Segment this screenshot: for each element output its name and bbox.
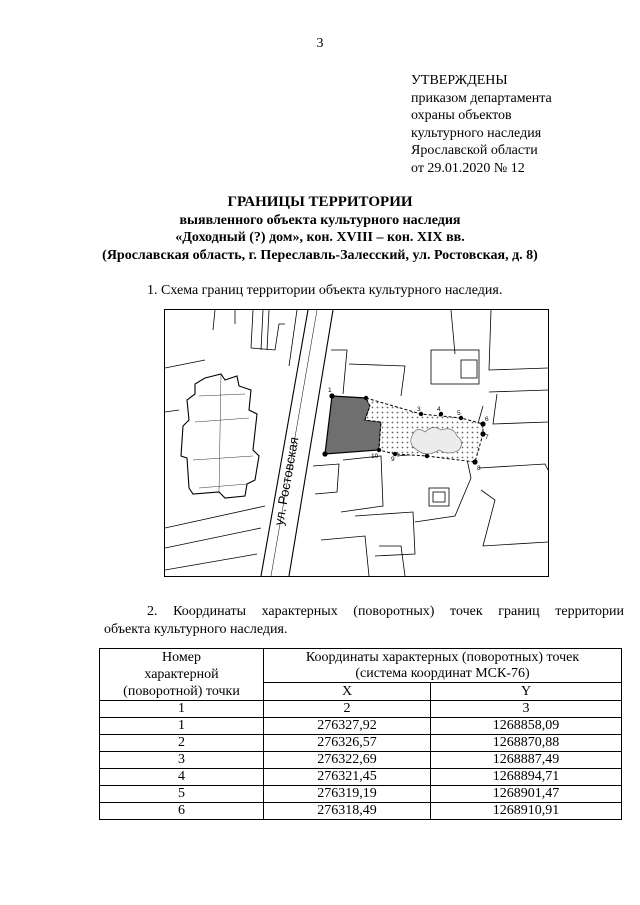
approval-line: культурного наследия <box>411 125 542 141</box>
header-text: (поворотной) точки <box>123 684 240 699</box>
table-index-row <box>100 701 622 718</box>
table-row <box>100 786 622 803</box>
table-cell: 3 <box>100 752 264 769</box>
page-number: 3 <box>316 36 324 51</box>
table-cell: 276322,69 <box>264 752 431 769</box>
table-cell: 1 <box>100 718 264 735</box>
header-coordinates <box>264 649 622 683</box>
table-cell: 276318,49 <box>264 803 431 820</box>
table-cell: 3 <box>431 701 622 718</box>
title-line: (Ярославская область, г. Переславль-Залесский, ул. Ростовская, д. 8) <box>102 247 538 263</box>
header-point-number <box>100 649 264 701</box>
map-point-label: 1 <box>328 387 332 394</box>
map-point-label: 4 <box>437 406 441 413</box>
approval-line: Ярославской области <box>411 143 538 159</box>
street-label: ул. Ростовская <box>271 435 302 527</box>
header-y: Y <box>431 683 622 701</box>
section-1-heading: 1. Схема границ территории объекта культурного наследия. <box>147 283 503 298</box>
document-title <box>0 194 640 264</box>
header-text: характерной <box>144 667 219 682</box>
approval-block <box>411 72 552 178</box>
coordinates-table <box>99 648 622 820</box>
approval-line: УТВЕРЖДЕНЫ <box>411 73 508 88</box>
header-text: Координаты характерных (поворотных) точек <box>305 649 580 665</box>
map-point-label: 10 <box>371 453 379 460</box>
table-cell: 1268887,49 <box>431 752 622 769</box>
table-cell: 5 <box>100 786 264 803</box>
section-2-line: 2. Координаты характерных (поворотных) точек границ территории <box>147 604 624 619</box>
table-cell: 276319,19 <box>264 786 431 803</box>
table-row <box>100 803 622 820</box>
table-cell: 1268870,88 <box>431 735 622 752</box>
map-point-label: 5 <box>457 410 461 417</box>
table-row <box>100 718 622 735</box>
table-row <box>100 735 622 752</box>
boundary-map <box>164 309 549 577</box>
table-row <box>100 752 622 769</box>
table-cell: 1 <box>100 701 264 718</box>
map-point-label: 6 <box>485 416 489 423</box>
title-line: ГРАНИЦЫ ТЕРРИТОРИИ <box>227 194 413 210</box>
approval-line: охраны объектов <box>411 108 512 124</box>
section-2-line: объекта культурного наследия. <box>104 622 288 637</box>
table-cell: 1268894,71 <box>431 769 622 786</box>
title-line: выявленного объекта культурного наследия <box>179 212 461 228</box>
header-text: (система координат МСК-76) <box>355 665 530 681</box>
header-x: X <box>264 683 431 701</box>
title-line: «Доходный (?) дом», кон. XVIII – кон. XIX вв. <box>175 230 465 245</box>
table-cell: 2 <box>264 701 431 718</box>
table-cell: 276326,57 <box>264 735 431 752</box>
section-2-heading <box>104 603 624 639</box>
table-cell: 276321,45 <box>264 769 431 786</box>
table-cell: 2 <box>100 735 264 752</box>
approval-line: от 29.01.2020 № 12 <box>411 160 525 176</box>
map-point-label: 9 <box>391 456 395 463</box>
table-cell: 4 <box>100 769 264 786</box>
table-cell: 1268910,91 <box>431 803 622 820</box>
table-cell: 6 <box>100 803 264 820</box>
table-row <box>100 769 622 786</box>
table-header-row <box>100 649 622 683</box>
header-text: Номер <box>162 650 201 665</box>
map-point-label: 8 <box>477 465 481 472</box>
table-cell: 1268901,47 <box>431 786 622 803</box>
map-point-label: 3 <box>417 406 421 413</box>
table-cell: 1268858,09 <box>431 718 622 735</box>
map-point-label: 7 <box>485 434 489 441</box>
table-cell: 276327,92 <box>264 718 431 735</box>
approval-line: приказом департамента <box>411 90 552 106</box>
